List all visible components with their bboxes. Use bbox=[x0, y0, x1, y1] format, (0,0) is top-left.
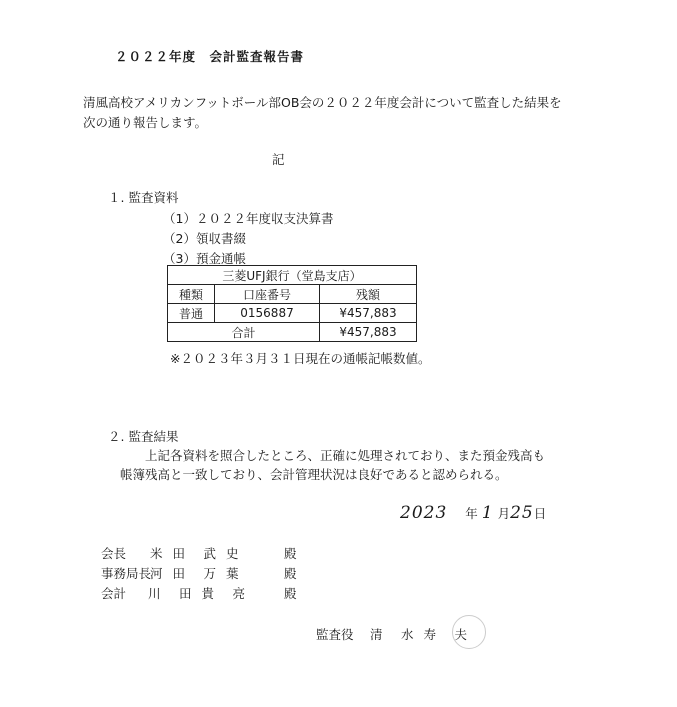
honorific: 殿 bbox=[284, 546, 297, 561]
header-type: 種類 bbox=[168, 285, 215, 304]
header-balance: 残額 bbox=[320, 285, 417, 304]
honorific: 殿 bbox=[284, 566, 297, 581]
note: ※２０２３年３月３１日現在の通帳記帳数値。 bbox=[170, 351, 431, 366]
header-account: 口座番号 bbox=[215, 285, 320, 304]
day-suffix: 日 bbox=[533, 506, 547, 521]
ki-mark: 記 bbox=[272, 152, 285, 167]
addressee-role: 事務局長 bbox=[101, 566, 152, 581]
bank-table bbox=[167, 265, 417, 342]
cell-type: 普通 bbox=[168, 304, 215, 323]
date-day: 25 bbox=[510, 503, 534, 523]
result-line-2: 帳簿残高と一致しており、会計管理状況は良好であると認められる。 bbox=[120, 467, 508, 482]
month-suffix: 月 bbox=[497, 506, 511, 521]
material-item: （3）預金通帳 bbox=[163, 251, 246, 266]
seal-stamp-icon bbox=[452, 615, 486, 649]
cell-account: 0156887 bbox=[215, 304, 320, 323]
auditor-name: 清 水 寿 夫 bbox=[370, 627, 470, 642]
honorific: 殿 bbox=[284, 586, 297, 601]
addressee-name: 米 田 武 史 bbox=[150, 546, 242, 561]
total-value: ¥457,883 bbox=[320, 323, 417, 342]
material-item: （1）２０２２年度収支決算書 bbox=[163, 211, 334, 226]
date bbox=[400, 503, 546, 523]
intro-line-1: 清風高校アメリカンフットボール部OB会の２０２２年度会計について監査した結果を bbox=[83, 95, 562, 110]
date-year: 2023 bbox=[400, 503, 448, 523]
cell-balance: ¥457,883 bbox=[320, 304, 417, 323]
material-item: （2）領収書綴 bbox=[163, 231, 246, 246]
intro-line-2: 次の通り報告します。 bbox=[83, 115, 208, 130]
result-line-1: 上記各資料を照合したところ、正確に処理されており、また預金残高も bbox=[145, 448, 546, 463]
document-title: ２０２２年度 会計監査報告書 bbox=[115, 49, 305, 64]
auditor-role: 監査役 bbox=[316, 627, 354, 642]
addressee-role: 会計 bbox=[101, 586, 127, 601]
section2-heading: ２. 監査結果 bbox=[108, 429, 179, 444]
date-month: 1 bbox=[481, 503, 494, 523]
addressee-name: 河 田 万 葉 bbox=[150, 566, 242, 581]
section1-heading: １. 監査資料 bbox=[108, 190, 179, 205]
addressee-name: 川 田 貴 亮 bbox=[148, 586, 248, 601]
addressee-role: 会長 bbox=[101, 546, 127, 561]
total-label: 合計 bbox=[168, 323, 320, 342]
year-suffix: 年 bbox=[465, 506, 478, 521]
bank-name: 三菱UFJ銀行（堂島支店） bbox=[168, 266, 417, 285]
